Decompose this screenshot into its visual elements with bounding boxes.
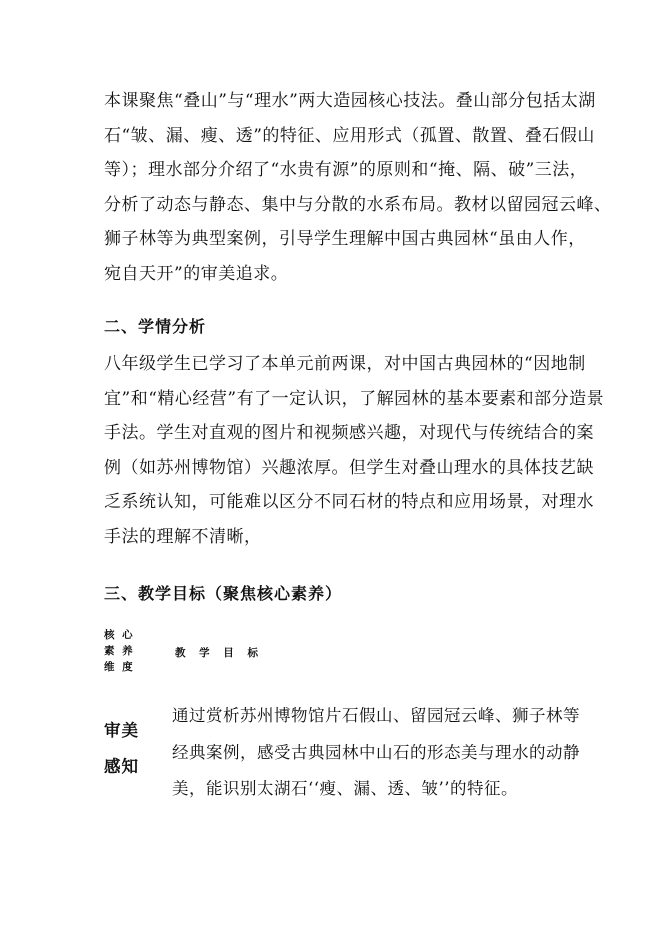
table-cell-dimension [104,713,139,785]
learner-analysis-line: 乏系统认知，可能难以区分不同石材的特点和应用场景，对理水 [104,492,594,512]
dimension-line: 审美 [104,721,139,740]
intro-line: 石“皱、漏、瘦、透”的特征、应用形式（孤置、散置、叠石假山 [104,125,595,146]
learner-analysis-line: 八年级学生已学习了本单元前两课，对中国古典园林的“因地制 [104,354,586,374]
intro-line: 宛自天开”的审美追求。 [104,263,289,284]
intro-line: 狮子林等为典型案例，引导学生理解中国古典园林“虽由人作， [104,229,586,249]
intro-paragraph [104,84,612,291]
table-header-goals: 教 学 目 标 [175,647,263,659]
table-header-dimension-line: 核 心 [104,629,135,641]
learner-analysis-line: 宜”和“精心经营”有了一定认识，了解园林的基本要素和部分造景 [104,388,605,409]
goal-line: 经典案例，感受古典园林中山石的形态美与理水的动静 [172,742,580,762]
dimension-line: 感知 [104,757,139,776]
table-header-dimension [104,627,135,675]
learner-analysis-line: 手法。学生对直观的图片和视频感兴趣，对现代与传统结合的案 [104,423,594,443]
learner-analysis-paragraph [104,347,605,554]
learner-analysis-line: 例（如苏州博物馆）兴趣浓厚。但学生对叠山理水的具体技艺缺 [104,457,594,478]
learner-analysis-line: 手法的理解不清晰， [104,526,262,547]
section-heading-learner-analysis: 二、学情分析 [104,317,207,336]
intro-line: 等）；理水部分介绍了“水贵有源”的原则和“掩、隔、破”三法， [104,160,588,180]
table-header-dimension-line: 素 养 [104,645,135,657]
goal-line: 美，能识别太湖石‘‘瘦、漏、透、皱’’的特征。 [172,779,518,798]
table-header-dimension-line: 维 度 [104,661,135,673]
goal-line: 通过赏析苏州博物馆片石假山、留园冠云峰、狮子林等 [172,706,580,725]
intro-line: 分析了动态与静态、集中与分散的水系布局。教材以留园冠云峰、 [104,194,612,215]
section-heading-teaching-goals: 三、教学目标（聚焦核心素养） [104,584,343,603]
intro-line: 本课聚焦“叠山”与“理水”两大造园核心技法。叠山部分包括太湖 [104,91,596,111]
table-cell-goal [172,698,580,808]
